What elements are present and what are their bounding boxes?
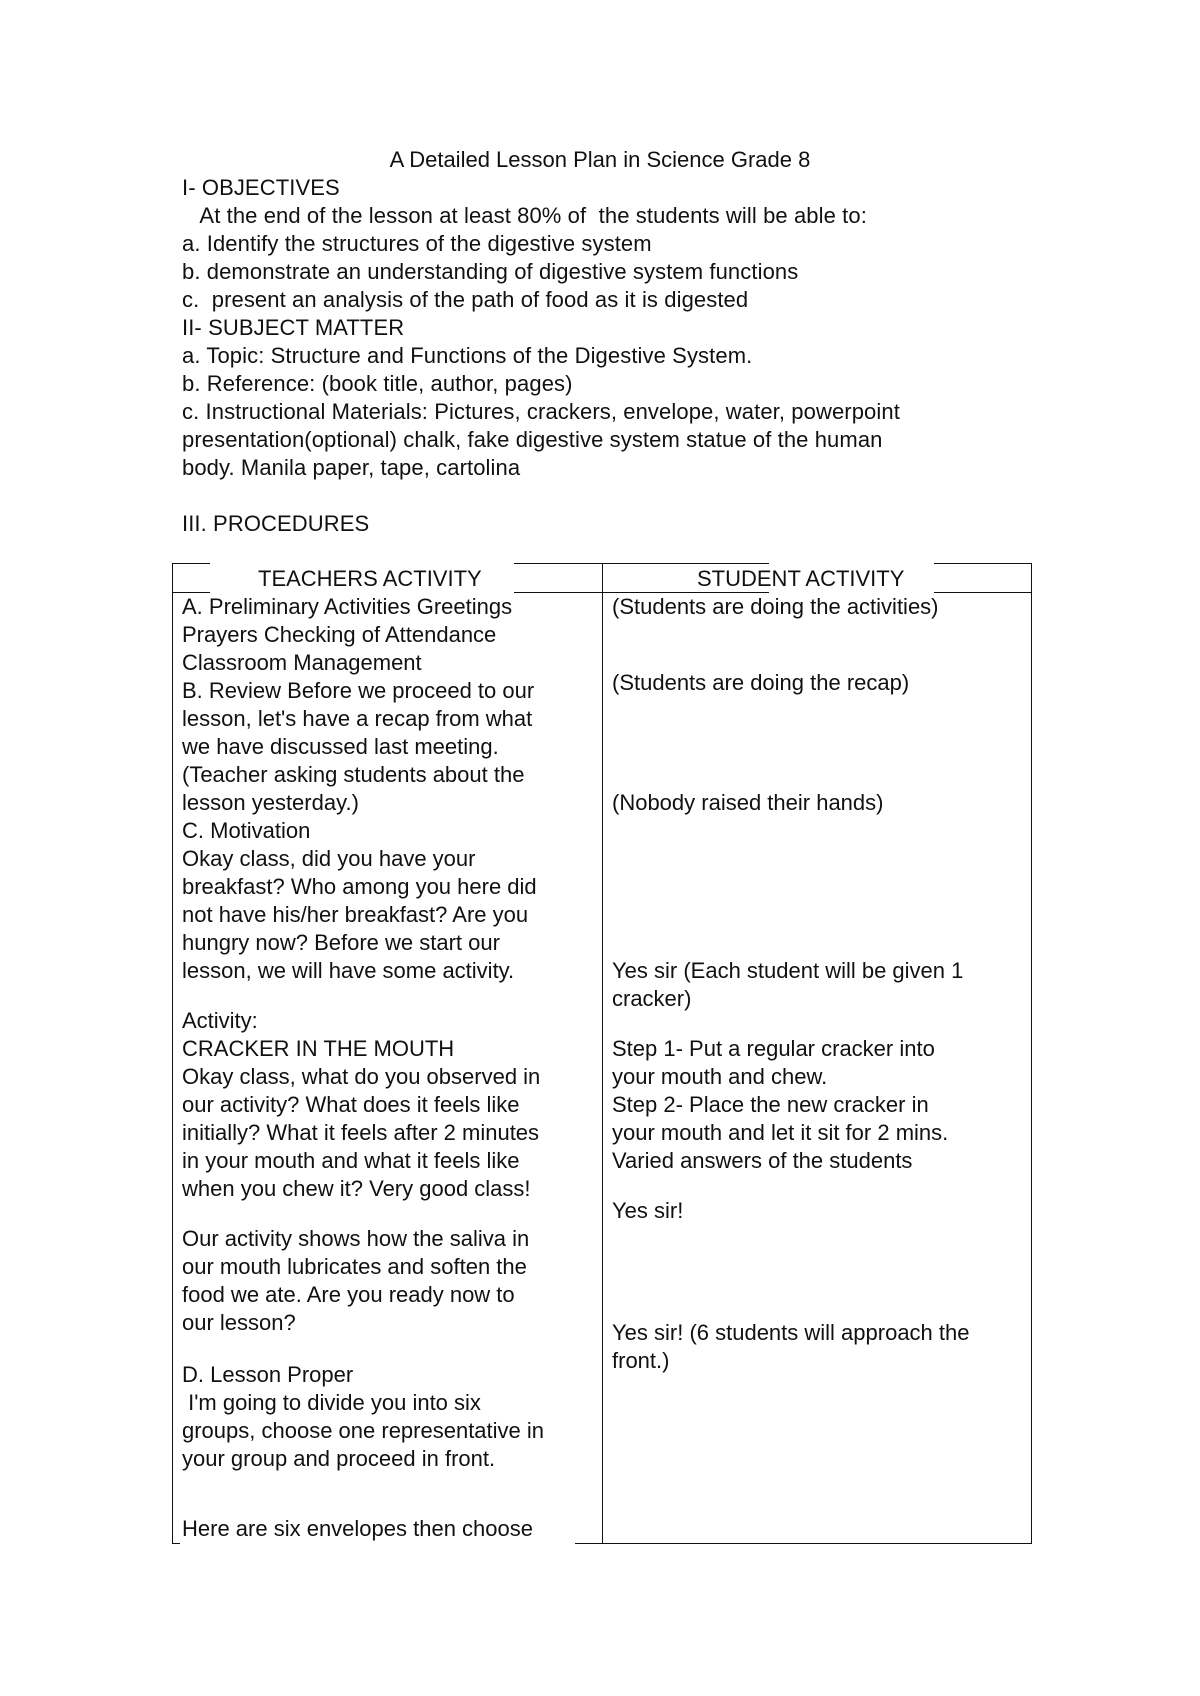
student-line: (Students are doing the recap) bbox=[612, 670, 910, 695]
objectives-heading: I- OBJECTIVES bbox=[182, 175, 340, 200]
teacher-line: (Teacher asking students about the bbox=[182, 762, 525, 787]
table-border-right bbox=[1031, 563, 1032, 1544]
teacher-line: initially? What it feels after 2 minutes bbox=[182, 1120, 540, 1145]
subject-topic: a. Topic: Structure and Functions of the Digestive System. bbox=[182, 343, 753, 368]
objective-a: a. Identify the structures of the digestive system bbox=[182, 231, 652, 256]
teacher-line: breakfast? Who among you here did bbox=[182, 874, 537, 899]
table-border bbox=[172, 1543, 180, 1544]
document-title: A Detailed Lesson Plan in Science Grade 8 bbox=[389, 147, 811, 172]
teacher-line: CRACKER IN THE MOUTH bbox=[182, 1036, 455, 1061]
student-line: (Students are doing the activities) bbox=[612, 594, 939, 619]
teacher-line: Activity: bbox=[182, 1008, 258, 1033]
teacher-line: our mouth lubricates and soften the bbox=[182, 1254, 527, 1279]
teacher-line: your group and proceed in front. bbox=[182, 1446, 496, 1471]
teacher-line: hungry now? Before we start our bbox=[182, 930, 500, 955]
teacher-line: food we ate. Are you ready now to bbox=[182, 1282, 515, 1307]
teacher-line: in your mouth and what it feels like bbox=[182, 1148, 520, 1173]
student-activity-header: STUDENT ACTIVITY bbox=[697, 566, 905, 591]
student-line: Yes sir! bbox=[612, 1198, 684, 1223]
table-border bbox=[934, 592, 1032, 593]
subject-materials-line-1: c. Instructional Materials: Pictures, crackers, envelope, water, powerpoint bbox=[182, 399, 900, 424]
teacher-line: lesson, let's have a recap from what bbox=[182, 706, 533, 731]
teacher-line: I'm going to divide you into six bbox=[182, 1390, 481, 1415]
student-line: Step 1- Put a regular cracker into bbox=[612, 1036, 935, 1061]
table-border-left bbox=[172, 563, 173, 1544]
student-line: Yes sir (Each student will be given 1 bbox=[612, 958, 964, 983]
objectives-intro: At the end of the lesson at least 80% of the students will be able to: bbox=[182, 203, 867, 228]
table-border bbox=[934, 563, 1032, 564]
teacher-line: Prayers Checking of Attendance bbox=[182, 622, 497, 647]
teacher-line: Classroom Management bbox=[182, 650, 422, 675]
teacher-line: lesson, we will have some activity. bbox=[182, 958, 515, 983]
teacher-line: D. Lesson Proper bbox=[182, 1362, 354, 1387]
teacher-line: not have his/her breakfast? Are you bbox=[182, 902, 529, 927]
student-line: Varied answers of the students bbox=[612, 1148, 913, 1173]
subject-materials-line-2: presentation(optional) chalk, fake digestive system statue of the human bbox=[182, 427, 883, 452]
objective-c: c. present an analysis of the path of food as it is digested bbox=[182, 287, 749, 312]
student-line: your mouth and let it sit for 2 mins. bbox=[612, 1120, 949, 1145]
teacher-line: Here are six envelopes then choose bbox=[182, 1516, 533, 1541]
teacher-line: our activity? What does it feels like bbox=[182, 1092, 520, 1117]
teacher-line: we have discussed last meeting. bbox=[182, 734, 499, 759]
teacher-activity-header: TEACHERS ACTIVITY bbox=[258, 566, 482, 591]
teacher-line: when you chew it? Very good class! bbox=[182, 1176, 531, 1201]
student-line: Yes sir! (6 students will approach the bbox=[612, 1320, 970, 1345]
student-line: (Nobody raised their hands) bbox=[612, 790, 884, 815]
student-line: Step 2- Place the new cracker in bbox=[612, 1092, 929, 1117]
subject-matter-heading: II- SUBJECT MATTER bbox=[182, 315, 405, 340]
teacher-line: A. Preliminary Activities Greetings bbox=[182, 594, 513, 619]
procedures-table bbox=[172, 563, 1032, 1544]
table-border bbox=[514, 563, 769, 564]
table-border bbox=[575, 1543, 1032, 1544]
teacher-line: Okay class, did you have your bbox=[182, 846, 476, 871]
objective-b: b. demonstrate an understanding of digestive system functions bbox=[182, 259, 799, 284]
student-line: cracker) bbox=[612, 986, 692, 1011]
procedures-heading: III. PROCEDURES bbox=[182, 511, 370, 536]
table-border bbox=[172, 563, 210, 564]
teacher-line: groups, choose one representative in bbox=[182, 1418, 545, 1443]
table-column-divider bbox=[602, 563, 603, 1544]
student-line: front.) bbox=[612, 1348, 670, 1373]
student-line: your mouth and chew. bbox=[612, 1064, 828, 1089]
teacher-line: Our activity shows how the saliva in bbox=[182, 1226, 530, 1251]
teacher-line: lesson yesterday.) bbox=[182, 790, 359, 815]
teacher-line: Okay class, what do you observed in bbox=[182, 1064, 541, 1089]
subject-reference: b. Reference: (book title, author, pages) bbox=[182, 371, 573, 396]
subject-materials-line-3: body. Manila paper, tape, cartolina bbox=[182, 455, 521, 480]
teacher-line: C. Motivation bbox=[182, 818, 311, 843]
teacher-line: B. Review Before we proceed to our bbox=[182, 678, 535, 703]
teacher-line: our lesson? bbox=[182, 1310, 296, 1335]
